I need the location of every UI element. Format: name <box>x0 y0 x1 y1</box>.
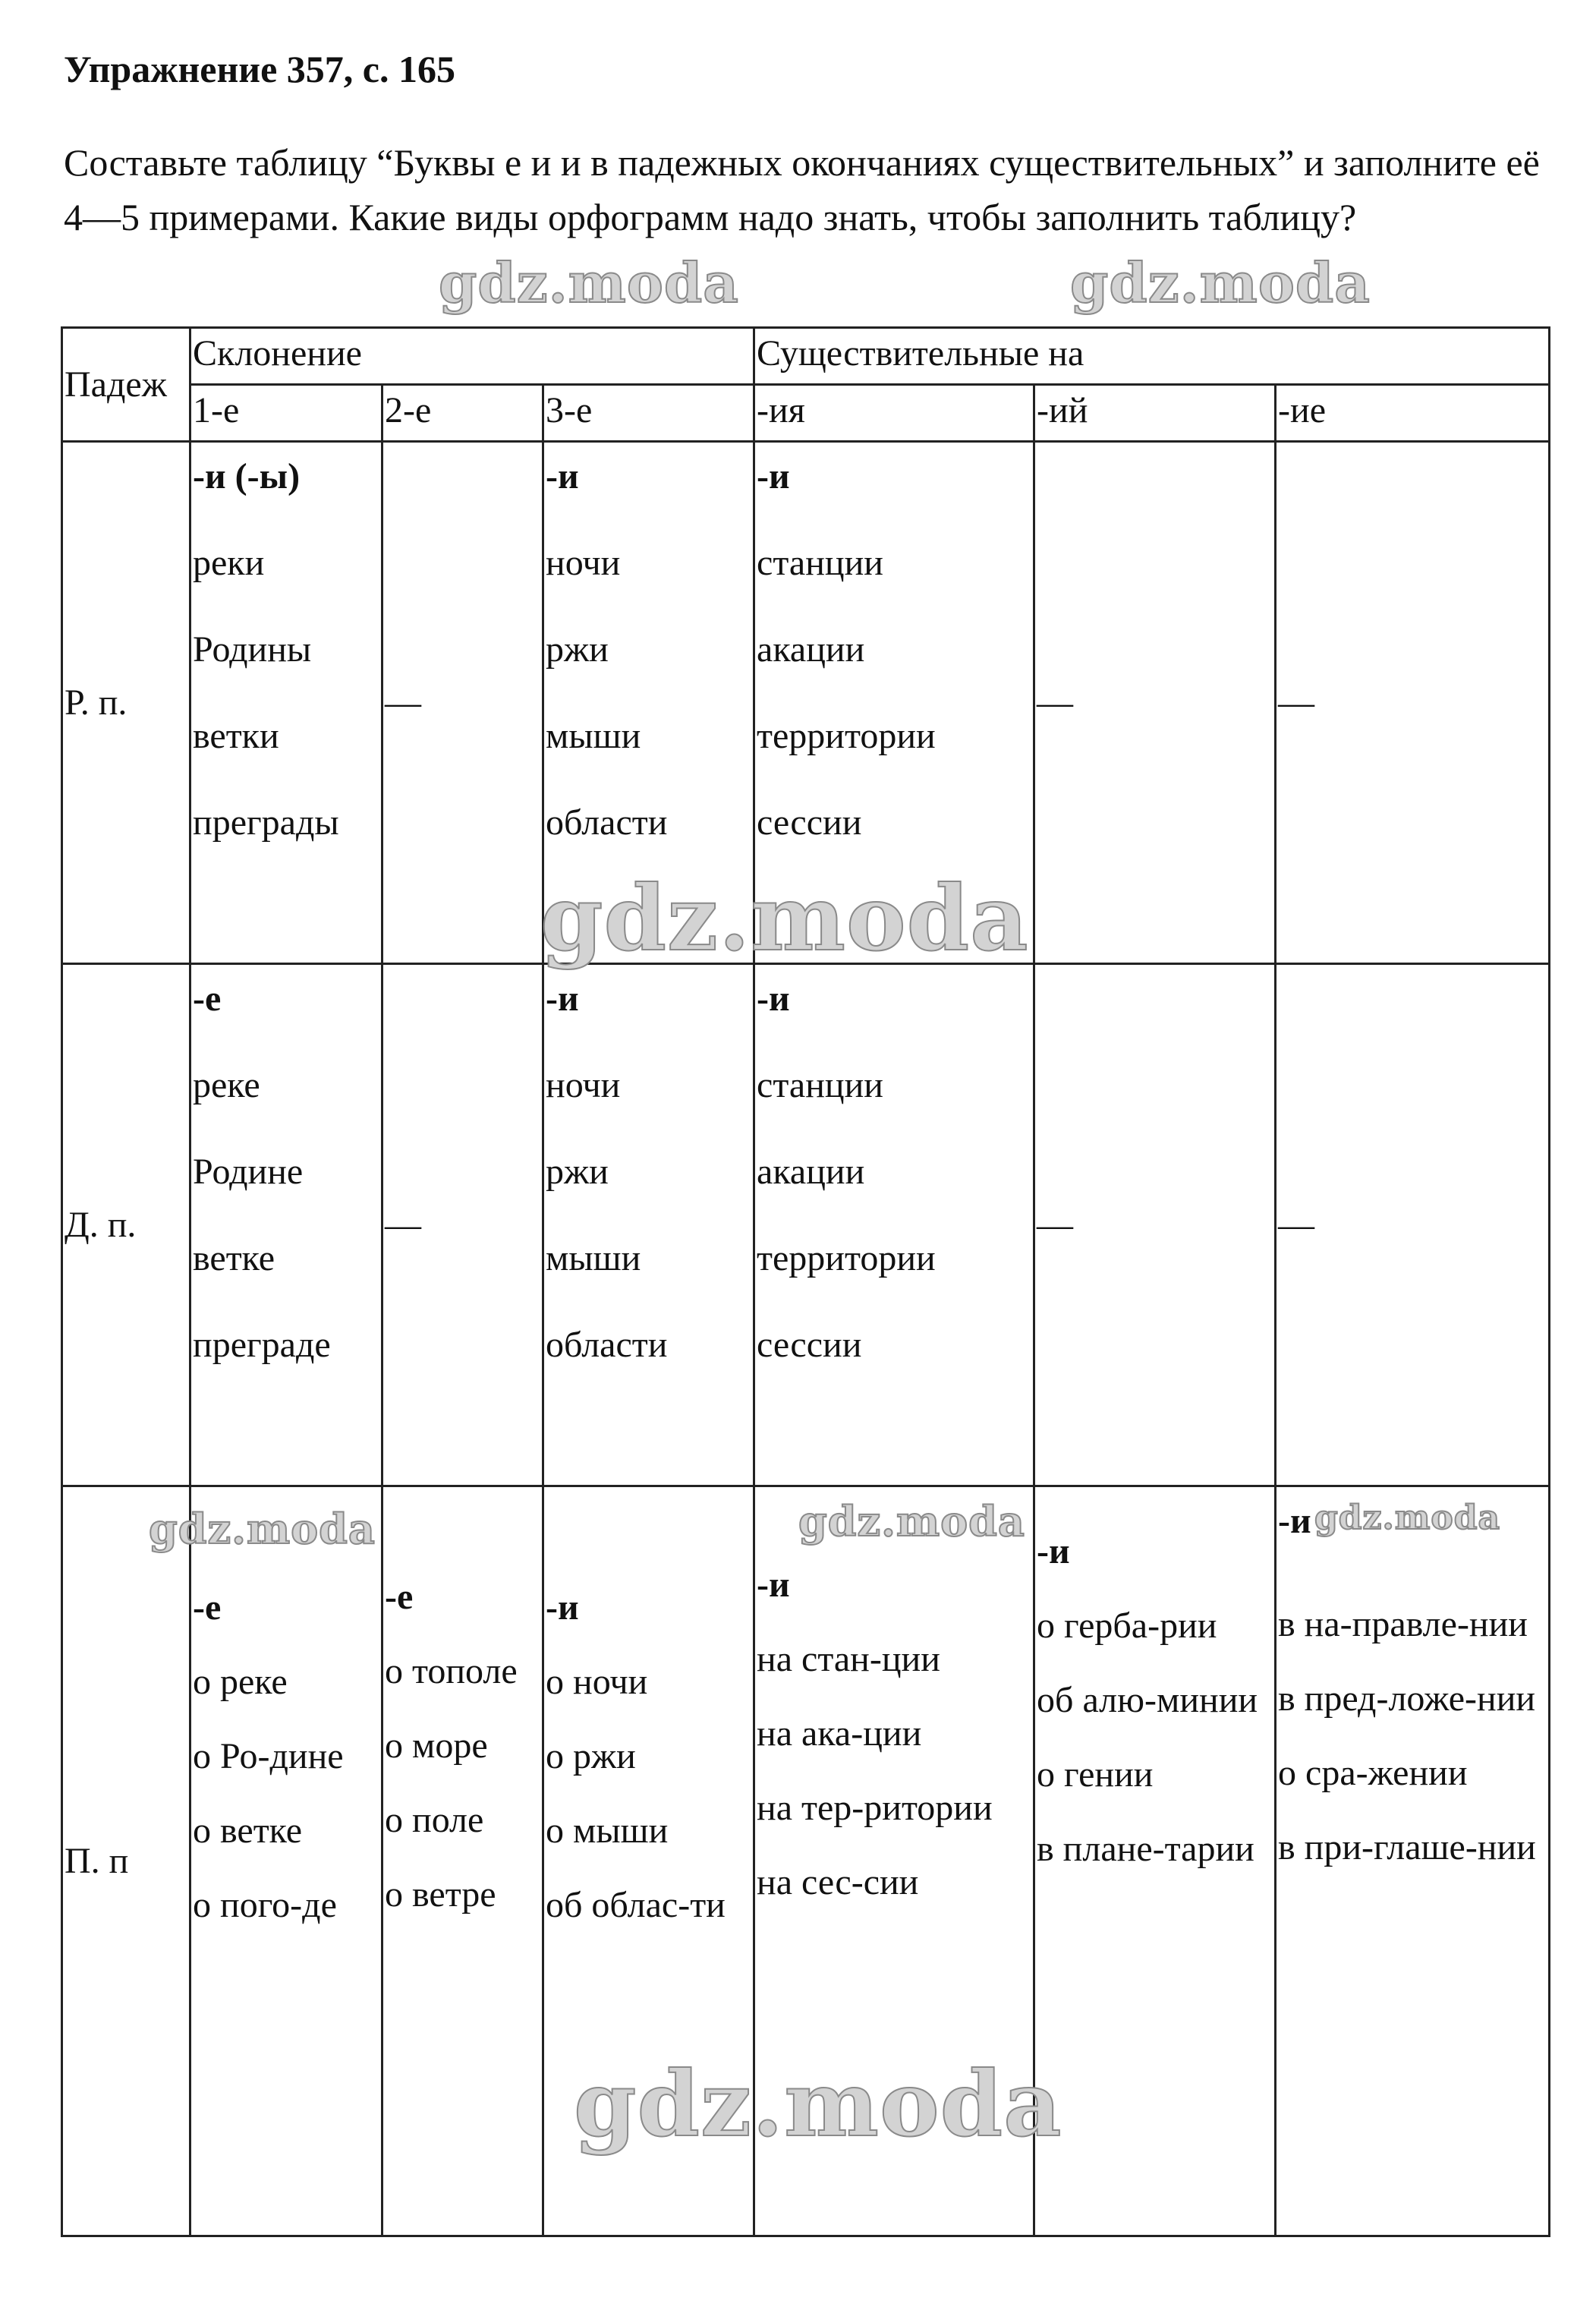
header-declension: Склонение <box>190 328 754 385</box>
table-cell <box>1034 1486 1276 2236</box>
header-col: -ия <box>754 385 1034 442</box>
ending: -и <box>757 979 790 1019</box>
example-word: преграды <box>193 802 339 843</box>
example-word: о гении <box>1037 1754 1154 1795</box>
ending: -и <box>757 1565 790 1605</box>
example-word: ветке <box>193 1238 275 1278</box>
example-word: о герба-рии <box>1037 1606 1217 1646</box>
table-row-dative <box>62 964 1550 1486</box>
header-col: -ие <box>1276 385 1550 442</box>
example-word: о поле <box>385 1800 484 1840</box>
header-nouns-on: Существительные на <box>754 328 1550 385</box>
example-word: преграде <box>193 1325 331 1365</box>
example-word: ночи <box>546 543 621 583</box>
example-word: области <box>546 802 668 843</box>
example-word: о мыши <box>546 1810 669 1851</box>
empty-dash: — <box>1276 964 1550 1486</box>
table-cell <box>1276 1486 1550 2236</box>
example-word: мыши <box>546 716 641 756</box>
example-word: станции <box>757 543 883 583</box>
ending: -е <box>193 979 222 1019</box>
example-word: территории <box>757 1238 936 1278</box>
table-cell <box>190 442 382 964</box>
example-word: станции <box>757 1065 883 1105</box>
empty-dash: — <box>382 442 543 964</box>
example-word: в пред-ложе-нии <box>1278 1678 1536 1719</box>
ending: -и <box>546 979 579 1019</box>
exercise-title: Упражнение 357, с. 165 <box>64 48 455 90</box>
table-cell <box>754 964 1034 1486</box>
empty-dash: — <box>1034 964 1276 1486</box>
example-word: Родины <box>193 629 312 670</box>
example-word: на стан-ции <box>757 1639 940 1679</box>
case-label: Д. п. <box>62 964 190 1486</box>
example-word: на сес-сии <box>757 1862 919 1902</box>
example-word: реке <box>193 1065 260 1105</box>
example-word: акации <box>757 1152 865 1192</box>
example-word: ржи <box>546 1152 609 1192</box>
example-word: в на-правле-нии <box>1278 1604 1528 1644</box>
example-word: сессии <box>757 802 862 843</box>
ending: -и <box>546 456 579 496</box>
example-word: ночи <box>546 1065 621 1105</box>
ending: -и (-ы) <box>193 456 301 496</box>
watermark: gdz.moda <box>1314 1499 1501 1537</box>
case-label: П. п <box>62 1486 190 2236</box>
example-word: территории <box>757 716 936 756</box>
example-word: мыши <box>546 1238 641 1278</box>
example-word: о ветре <box>385 1874 496 1914</box>
case-label: Р. п. <box>62 442 190 964</box>
example-word: реки <box>193 543 265 583</box>
table-cell <box>190 964 382 1486</box>
ending: -и <box>1037 1531 1070 1571</box>
example-word: акации <box>757 629 865 670</box>
example-word: ветки <box>193 716 279 756</box>
example-word: о ржи <box>546 1736 636 1776</box>
watermark: gdz.moda <box>439 251 739 315</box>
header-col: -ий <box>1034 385 1276 442</box>
example-word: о море <box>385 1725 488 1766</box>
header-case: Падеж <box>62 328 190 442</box>
watermark: gdz.moda <box>149 1505 376 1553</box>
example-word: об алю-минии <box>1037 1680 1258 1720</box>
ending: -и <box>1278 1501 1311 1541</box>
endings-table <box>61 326 1550 2237</box>
empty-dash: — <box>382 964 543 1486</box>
example-word: в плане-тарии <box>1037 1829 1254 1869</box>
header-col: 3-е <box>543 385 754 442</box>
ending: -и <box>757 456 790 496</box>
example-word: о пого-де <box>193 1885 337 1925</box>
watermark: gdz.moda <box>540 865 1029 971</box>
table-cell <box>382 1486 543 2236</box>
example-word: о сра-жении <box>1278 1753 1468 1793</box>
example-word: в при-глаше-нии <box>1278 1827 1536 1867</box>
task-text: Составьте таблицу “Буквы е и и в падежных окончаниях существительных” и заполните её 4—5 примерами. Какие виды орфограмм надо знать, чтобы заполнить таблицу? <box>64 141 1540 238</box>
example-word: о тополе <box>385 1651 518 1691</box>
example-word: о ночи <box>546 1662 648 1702</box>
example-word: сессии <box>757 1325 862 1365</box>
header-row-sub <box>62 385 1550 442</box>
empty-dash: — <box>1276 442 1550 964</box>
ending: -е <box>193 1587 222 1628</box>
header-col: 1-е <box>190 385 382 442</box>
ending: -е <box>385 1577 414 1617</box>
example-word: о Ро-дине <box>193 1736 344 1776</box>
example-word: об облас-ти <box>546 1885 726 1925</box>
example-word: ржи <box>546 629 609 670</box>
table-cell <box>543 964 754 1486</box>
ending: -и <box>546 1587 579 1628</box>
example-word: Родине <box>193 1152 304 1192</box>
empty-dash: — <box>1034 442 1276 964</box>
header-col: 2-е <box>382 385 543 442</box>
watermark: gdz.moda <box>798 1497 1025 1546</box>
table-cell <box>190 1486 382 2236</box>
example-word: о реке <box>193 1662 288 1702</box>
example-word: на ака-ции <box>757 1713 922 1754</box>
header-row-top <box>62 328 1550 385</box>
example-word: на тер-ритории <box>757 1788 993 1828</box>
watermark: gdz.moda <box>574 2051 1062 2157</box>
example-word: о ветке <box>193 1810 303 1851</box>
watermark: gdz.moda <box>1070 251 1371 315</box>
example-word: области <box>546 1325 668 1365</box>
